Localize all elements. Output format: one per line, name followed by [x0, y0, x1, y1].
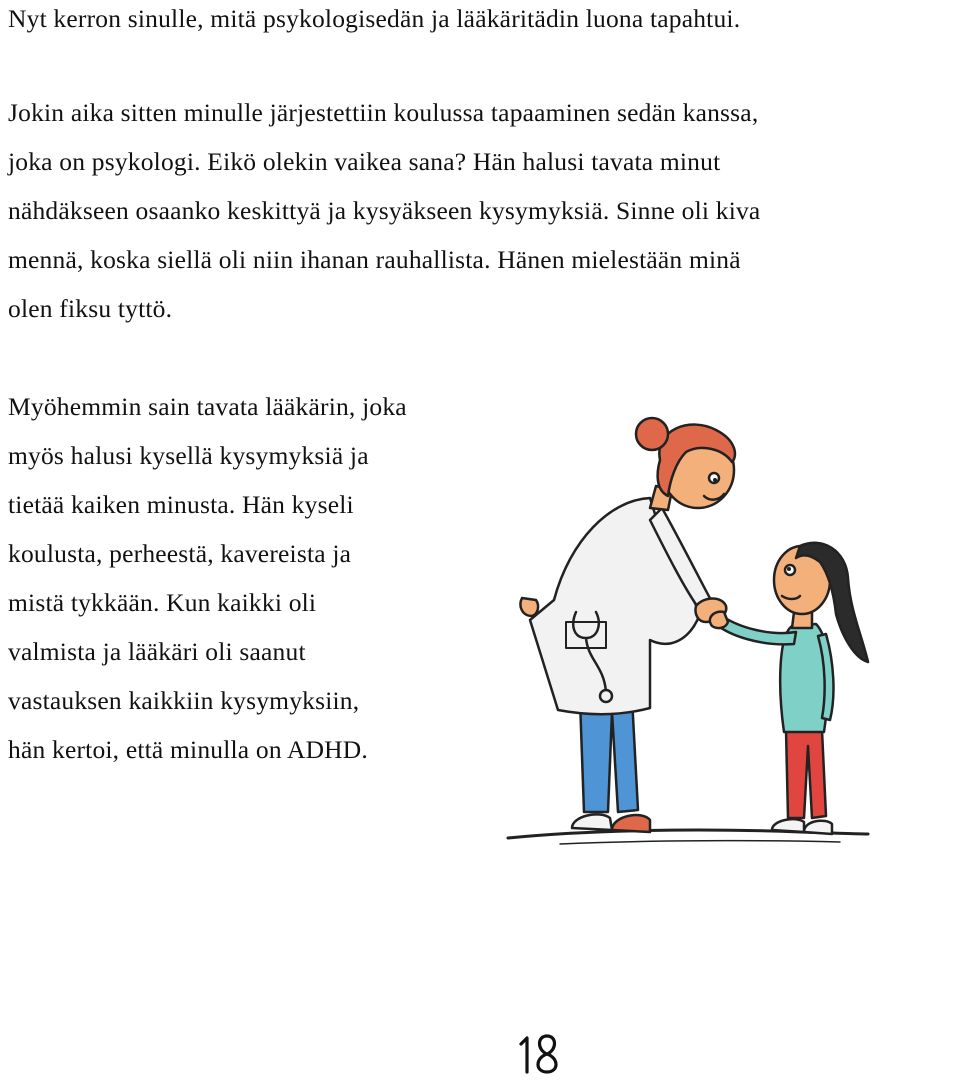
- girl-shoe-left: [772, 819, 804, 832]
- doctor-left-hand: [520, 598, 538, 616]
- text-line: mennä, koska siellä oli niin ihanan rauhallista. Hänen mielestään minä: [8, 245, 741, 274]
- page-number-handwritten: [515, 1030, 565, 1078]
- text-line: myös halusi kysellä kysymyksiä ja: [8, 441, 369, 470]
- text-line: joka on psykologi. Eikö olekin vaikea sana? Hän halusi tavata minut: [8, 147, 721, 176]
- text-line: koulusta, perheestä, kavereista ja: [8, 539, 352, 568]
- text-line: valmista ja lääkäri oli saanut: [8, 637, 306, 666]
- paragraph-intro: [8, 0, 740, 43]
- text-line: Jokin aika sitten minulle järjestettiin koulussa tapaaminen sedän kanssa,: [8, 98, 759, 127]
- text-line: mistä tykkään. Kun kaikki oli: [8, 588, 317, 617]
- girl-pants: [786, 730, 826, 818]
- page-number: [515, 1030, 565, 1078]
- paragraph-psychologist: [8, 88, 760, 333]
- girl-pupil: [787, 567, 791, 571]
- girl-hand: [710, 612, 728, 628]
- text-line: vastauksen kaikkiin kysymyksiin,: [8, 686, 360, 715]
- text-line: hän kertoi, että minulla on ADHD.: [8, 735, 368, 764]
- doctor-shoe-right: [612, 815, 650, 832]
- digit-eight: [538, 1036, 556, 1072]
- text-line: Myöhemmin sain tavata lääkärin, joka: [8, 392, 407, 421]
- doctor-pupil: [713, 478, 717, 482]
- doctor-and-girl-illustration: [500, 400, 900, 860]
- girl-arm: [718, 616, 796, 644]
- paragraph-doctor: [8, 382, 407, 774]
- doctor-hair-bun: [636, 418, 668, 450]
- stethoscope-chestpiece: [600, 690, 612, 702]
- girl-shoe-right: [804, 821, 832, 834]
- text-line: tietää kaiken minusta. Hän kyseli: [8, 490, 354, 519]
- doctor-shoe-left: [572, 814, 612, 830]
- ground-line-accent: [560, 841, 840, 844]
- text-line: nähdäkseen osaanko keskittyä ja kysyäkseen kysymyksiä. Sinne oli kiva: [8, 196, 761, 225]
- text-line: Nyt kerron sinulle, mitä psykologisedän ja lääkäritädin luona tapahtui.: [8, 4, 741, 33]
- text-line: olen fiksu tyttö.: [8, 294, 173, 323]
- digit-one: [521, 1038, 527, 1072]
